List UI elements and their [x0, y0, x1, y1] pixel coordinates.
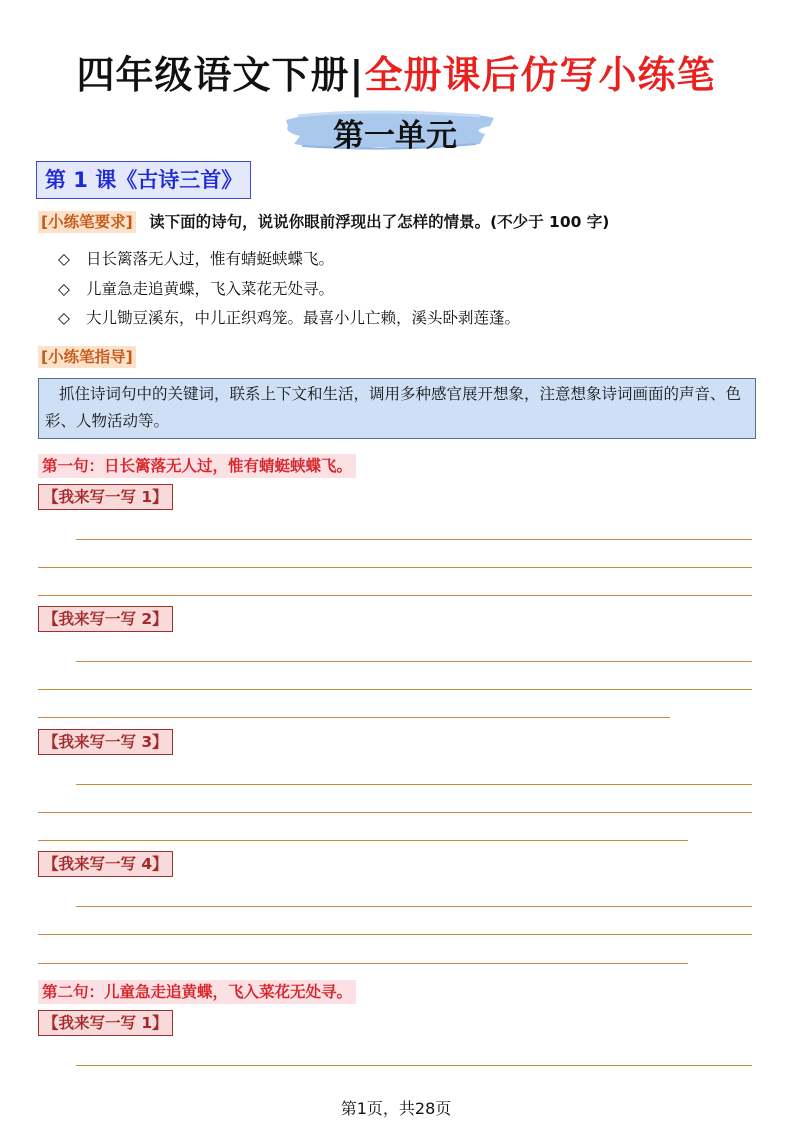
sentence-heading-1: 第一句：日长篱落无人过，惟有蜻蜓蛱蝶飞。 — [38, 454, 356, 478]
write-tag-4: 【我来写一写 4】 — [38, 851, 173, 877]
poem-line — [58, 248, 334, 270]
unit-title: 第一单元 — [333, 118, 457, 154]
write-tag-2: 【我来写一写 2】 — [38, 606, 173, 632]
poem-text: 儿童急走追黄蝶，飞入菜花无处寻。 — [86, 280, 335, 298]
writing-line[interactable] — [38, 812, 752, 813]
title-black: 四年级语文下册| — [76, 53, 365, 97]
poem-line — [58, 307, 520, 329]
diamond-bullet-icon: ◇ — [58, 280, 70, 298]
writing-line[interactable] — [38, 934, 752, 935]
writing-line[interactable] — [38, 963, 688, 964]
writing-line[interactable] — [38, 567, 752, 568]
requirement-row — [38, 210, 609, 234]
writing-line[interactable] — [38, 840, 688, 841]
requirement-tag: [小练笔要求] — [38, 211, 136, 233]
guide-box — [38, 378, 756, 439]
poem-text: 大儿锄豆溪东，中儿正织鸡笼。最喜小儿亡赖，溪头卧剥莲蓬。 — [86, 309, 521, 327]
writing-line[interactable] — [76, 784, 752, 785]
writing-line[interactable] — [76, 539, 752, 540]
writing-line[interactable] — [38, 689, 752, 690]
writing-line[interactable] — [76, 1065, 752, 1066]
guide-tag: [小练笔指导] — [38, 346, 136, 368]
requirement-text: 读下面的诗句，说说你眼前浮现出了怎样的情景。(不少于 100 字) — [149, 213, 610, 231]
write-tag-1: 【我来写一写 1】 — [38, 484, 173, 510]
poem-text: 日长篱落无人过，惟有蜻蜓蛱蝶飞。 — [86, 250, 335, 268]
sentence-heading-2: 第二句：儿童急走追黄蝶，飞入菜花无处寻。 — [38, 980, 356, 1004]
page-title — [0, 44, 792, 99]
page-number: 第1页，共28页 — [340, 1099, 452, 1118]
poem-line — [58, 278, 334, 300]
guide-tag-row — [38, 346, 136, 368]
guide-text: 抓住诗词句中的关键词，联系上下文和生活，调用多种感官展开想象，注意想象诗词画面的声音、色彩、人物活动等。 — [45, 385, 742, 430]
writing-line[interactable] — [38, 717, 670, 718]
write-tag-5: 【我来写一写 1】 — [38, 1010, 173, 1036]
write-tag-3: 【我来写一写 3】 — [38, 729, 173, 755]
diamond-bullet-icon: ◇ — [58, 250, 70, 268]
writing-line[interactable] — [38, 595, 752, 596]
title-red: 全册课后仿写小练笔 — [364, 53, 716, 97]
writing-line[interactable] — [76, 661, 752, 662]
writing-line[interactable] — [76, 906, 752, 907]
diamond-bullet-icon: ◇ — [58, 309, 70, 327]
lesson-title: 第 1 课《古诗三首》 — [36, 161, 251, 199]
